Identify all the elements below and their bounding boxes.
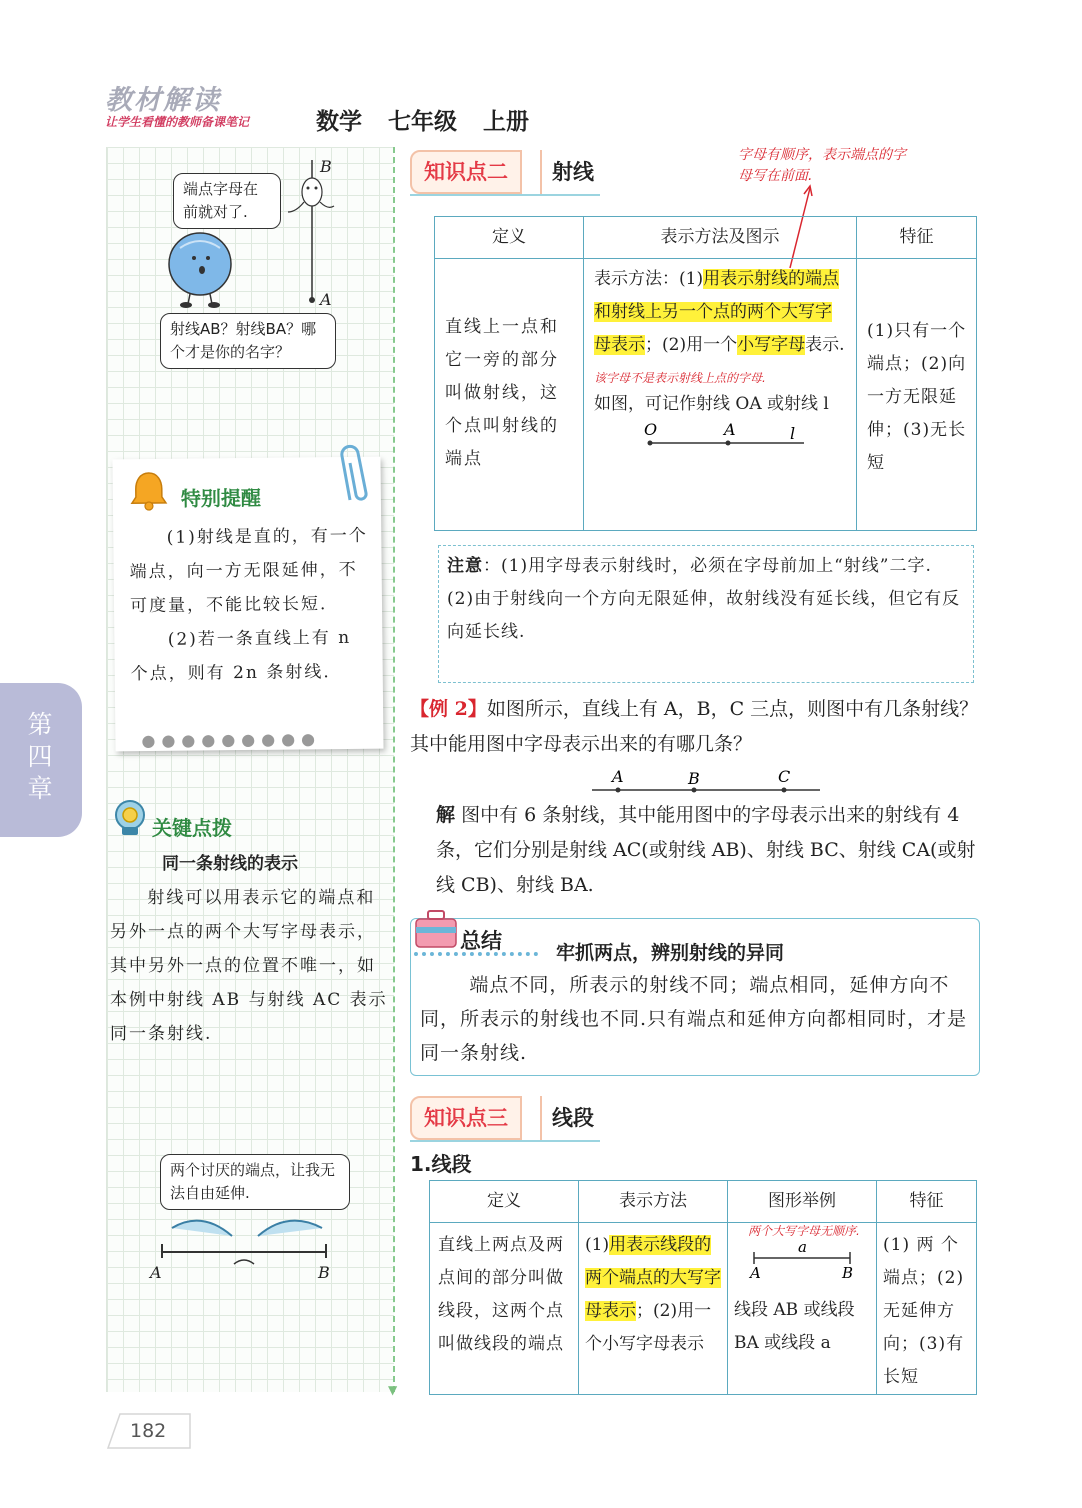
solution-text: 图中有 6 条射线，其中能用图中的字母表示出来的射线有 4 条，它们分别是射线 AC(或射线 AB)、射线 BC、射线 CA(或射线 CB)、射线 BA. bbox=[436, 804, 976, 896]
paperclip-icon bbox=[336, 440, 380, 512]
key-point-title: 关键点拨 bbox=[152, 816, 232, 840]
segment-section-heading: 1.线段 bbox=[410, 1152, 472, 1176]
speech-bubble-ray-name: 射线AB？射线BA？哪个才是你的名字？ bbox=[160, 313, 336, 369]
summary-body: 端点不同，所表示的射线不同；端点相同，延伸方向不同，所表示的射线也不同.只有端点和延伸方向都相同时，才是同一条射线. bbox=[420, 974, 968, 1064]
ray-definition: 直线上一点和它一旁的部分叫做射线，这个点叫射线的端点 bbox=[435, 259, 584, 531]
segment-label-a: A bbox=[150, 1263, 162, 1282]
segment-fig-label-a: A bbox=[750, 1264, 761, 1282]
solution-label: 解 bbox=[436, 804, 456, 826]
page-number: 182 bbox=[130, 1420, 167, 1442]
ray-table-header-feature: 特征 bbox=[857, 217, 977, 259]
note-label: 注意 bbox=[447, 556, 483, 576]
summary-title-underline bbox=[414, 952, 538, 956]
chapter-tab-label: 第四章 bbox=[27, 710, 53, 803]
segment-method-highlight: 用表示线段的两个端点的大写字母表示 bbox=[585, 1235, 721, 1321]
segment-table bbox=[429, 1180, 977, 1395]
example-2-question: 如图所示，直线上有 A，B，C 三点，则图中有几条射线？其中能用图中字母表示出来的有哪几条？ bbox=[410, 698, 979, 755]
kp2-tag: 知识点二 bbox=[410, 150, 522, 194]
speech-bubble-segment: 两个讨厌的端点，让我无法自由延伸. bbox=[160, 1154, 350, 1210]
note-point-1: ：(1)用字母表示射线时，必须在字母前加上“射线”二字. bbox=[483, 556, 932, 576]
segment-method-pre: (1) bbox=[585, 1235, 610, 1255]
chapter-tab[interactable] bbox=[0, 683, 82, 837]
ray-oa-figure bbox=[594, 421, 834, 455]
segment-table-header-method: 表示方法 bbox=[579, 1181, 728, 1223]
example-2 bbox=[410, 692, 980, 762]
segment-method bbox=[579, 1223, 728, 1395]
ray-label-b: B bbox=[320, 157, 332, 176]
summary-title: 总结 bbox=[460, 929, 502, 953]
reminder-point-1: (1)射线是直的，有一个端点，向一方无限延伸，不可度量，不能比较长短. bbox=[129, 525, 368, 617]
segment-ab-figure bbox=[734, 1240, 864, 1282]
brand-subtitle: 让学生看懂的教师备课笔记 bbox=[105, 115, 250, 129]
kp3-tag: 知识点三 bbox=[410, 1096, 522, 1140]
book-title: 数学 七年级 上册 bbox=[316, 108, 530, 135]
segment-fig-label-b: B bbox=[842, 1264, 854, 1282]
ray-method-highlight-2: 小写字母 bbox=[737, 335, 806, 355]
ray-label-a: A bbox=[320, 290, 332, 309]
reminder-title: 特别提醒 bbox=[180, 485, 262, 511]
kp2-red-note: 字母有顺序，表示端点的字母写在前面. bbox=[738, 147, 906, 184]
example-2-label-a: A bbox=[612, 767, 624, 786]
ray-fig-label-a: A bbox=[724, 421, 736, 439]
ray-table bbox=[434, 216, 977, 531]
ray-method-mid: ；(2)用一个 bbox=[645, 335, 738, 355]
ray-features: (1)只有一个端点；(2)向一方无限延伸；(3)无长短 bbox=[857, 259, 977, 531]
ray-table-header-definition: 定义 bbox=[435, 217, 584, 259]
example-2-figure bbox=[588, 766, 828, 796]
segment-method-post: ；(2)用一个小写字母表示 bbox=[585, 1301, 712, 1354]
kp3-name: 线段 bbox=[552, 1106, 594, 1130]
summary-subtitle: 牢抓两点，辨别射线的异同 bbox=[556, 942, 785, 964]
segment-table-header-feature: 特征 bbox=[877, 1181, 977, 1223]
note-box bbox=[438, 545, 974, 683]
brand-title: 教材解读 bbox=[105, 85, 221, 116]
briefcase-icon bbox=[412, 907, 462, 951]
reminder-body bbox=[129, 519, 375, 692]
divider-arrow-icon: ▼ bbox=[388, 1383, 398, 1397]
column-divider bbox=[393, 147, 395, 1392]
ray-table-header-method: 表示方法及图示 bbox=[584, 217, 857, 259]
lightbulb-icon bbox=[110, 797, 150, 837]
segment-definition: 直线上两点及两点间的部分叫做线段，这两个点叫做线段的端点 bbox=[430, 1223, 579, 1395]
segment-example-text: 线段 AB 或线段 BA 或线段 a bbox=[734, 1300, 855, 1353]
segment-table-header-definition: 定义 bbox=[430, 1181, 579, 1223]
ray-method-highlight-1: 用表示射线的端点和射线上另一个点的两个大写字母表示 bbox=[594, 269, 840, 355]
ray-red-note-2: 该字母不是表示射线上点的字母. bbox=[594, 371, 766, 385]
note-point-2: (2)由于射线向一个方向无限延伸，故射线没有延长线，但它有反向延长线. bbox=[447, 589, 961, 642]
segment-table-header-figure: 图形举例 bbox=[728, 1181, 877, 1223]
kp3-underline bbox=[410, 1140, 600, 1142]
ray-fig-label-l: l bbox=[790, 424, 796, 443]
kp2-underline bbox=[410, 194, 600, 196]
ray-fig-label-o: O bbox=[644, 421, 658, 439]
segment-character-illustration bbox=[150, 1210, 340, 1270]
ray-example-text: 如图，可记作射线 OA 或射线 l bbox=[594, 394, 829, 414]
kp2-tag-divider bbox=[540, 150, 543, 194]
segment-figure-cell bbox=[728, 1223, 877, 1395]
segment-fig-label-a-lower: a bbox=[798, 1240, 807, 1256]
reminder-point-2: (2)若一条直线上有 n 个点，则有 2n 条射线. bbox=[130, 627, 352, 685]
kp3-tag-divider bbox=[540, 1096, 543, 1140]
example-2-label-c: C bbox=[778, 767, 791, 786]
ball-character-illustration bbox=[162, 228, 242, 310]
segment-red-note: 两个大写字母无顺序. bbox=[748, 1224, 860, 1238]
kp2-name: 射线 bbox=[552, 160, 594, 184]
segment-label-b: B bbox=[318, 1263, 330, 1282]
key-point-body: 射线可以用表示它的端点和另外一点的两个大写字母表示，其中另外一点的位置不唯一，如本例中射线 AB 与射线 AC 表示同一条射线. bbox=[110, 888, 388, 1044]
ray-method-post: 表示. bbox=[805, 335, 845, 355]
ray-method bbox=[584, 259, 857, 531]
ray-character-illustration bbox=[278, 152, 338, 312]
speech-bubble-endpoint: 端点字母在前就对了. bbox=[173, 173, 281, 229]
segment-features: (1) 两 个端点；(2)无延伸方向；(3)有长短 bbox=[877, 1223, 977, 1395]
example-2-label-b: B bbox=[688, 769, 700, 788]
key-point-subtitle: 同一条射线的表示 bbox=[162, 854, 298, 874]
ray-method-pre: 表示方法：(1) bbox=[594, 269, 704, 289]
card-punch-holes: ●●●●●●●●● bbox=[141, 729, 322, 751]
example-2-tag: 【例 2】 bbox=[410, 698, 487, 720]
bell-icon bbox=[129, 469, 169, 511]
example-2-solution bbox=[436, 798, 981, 903]
